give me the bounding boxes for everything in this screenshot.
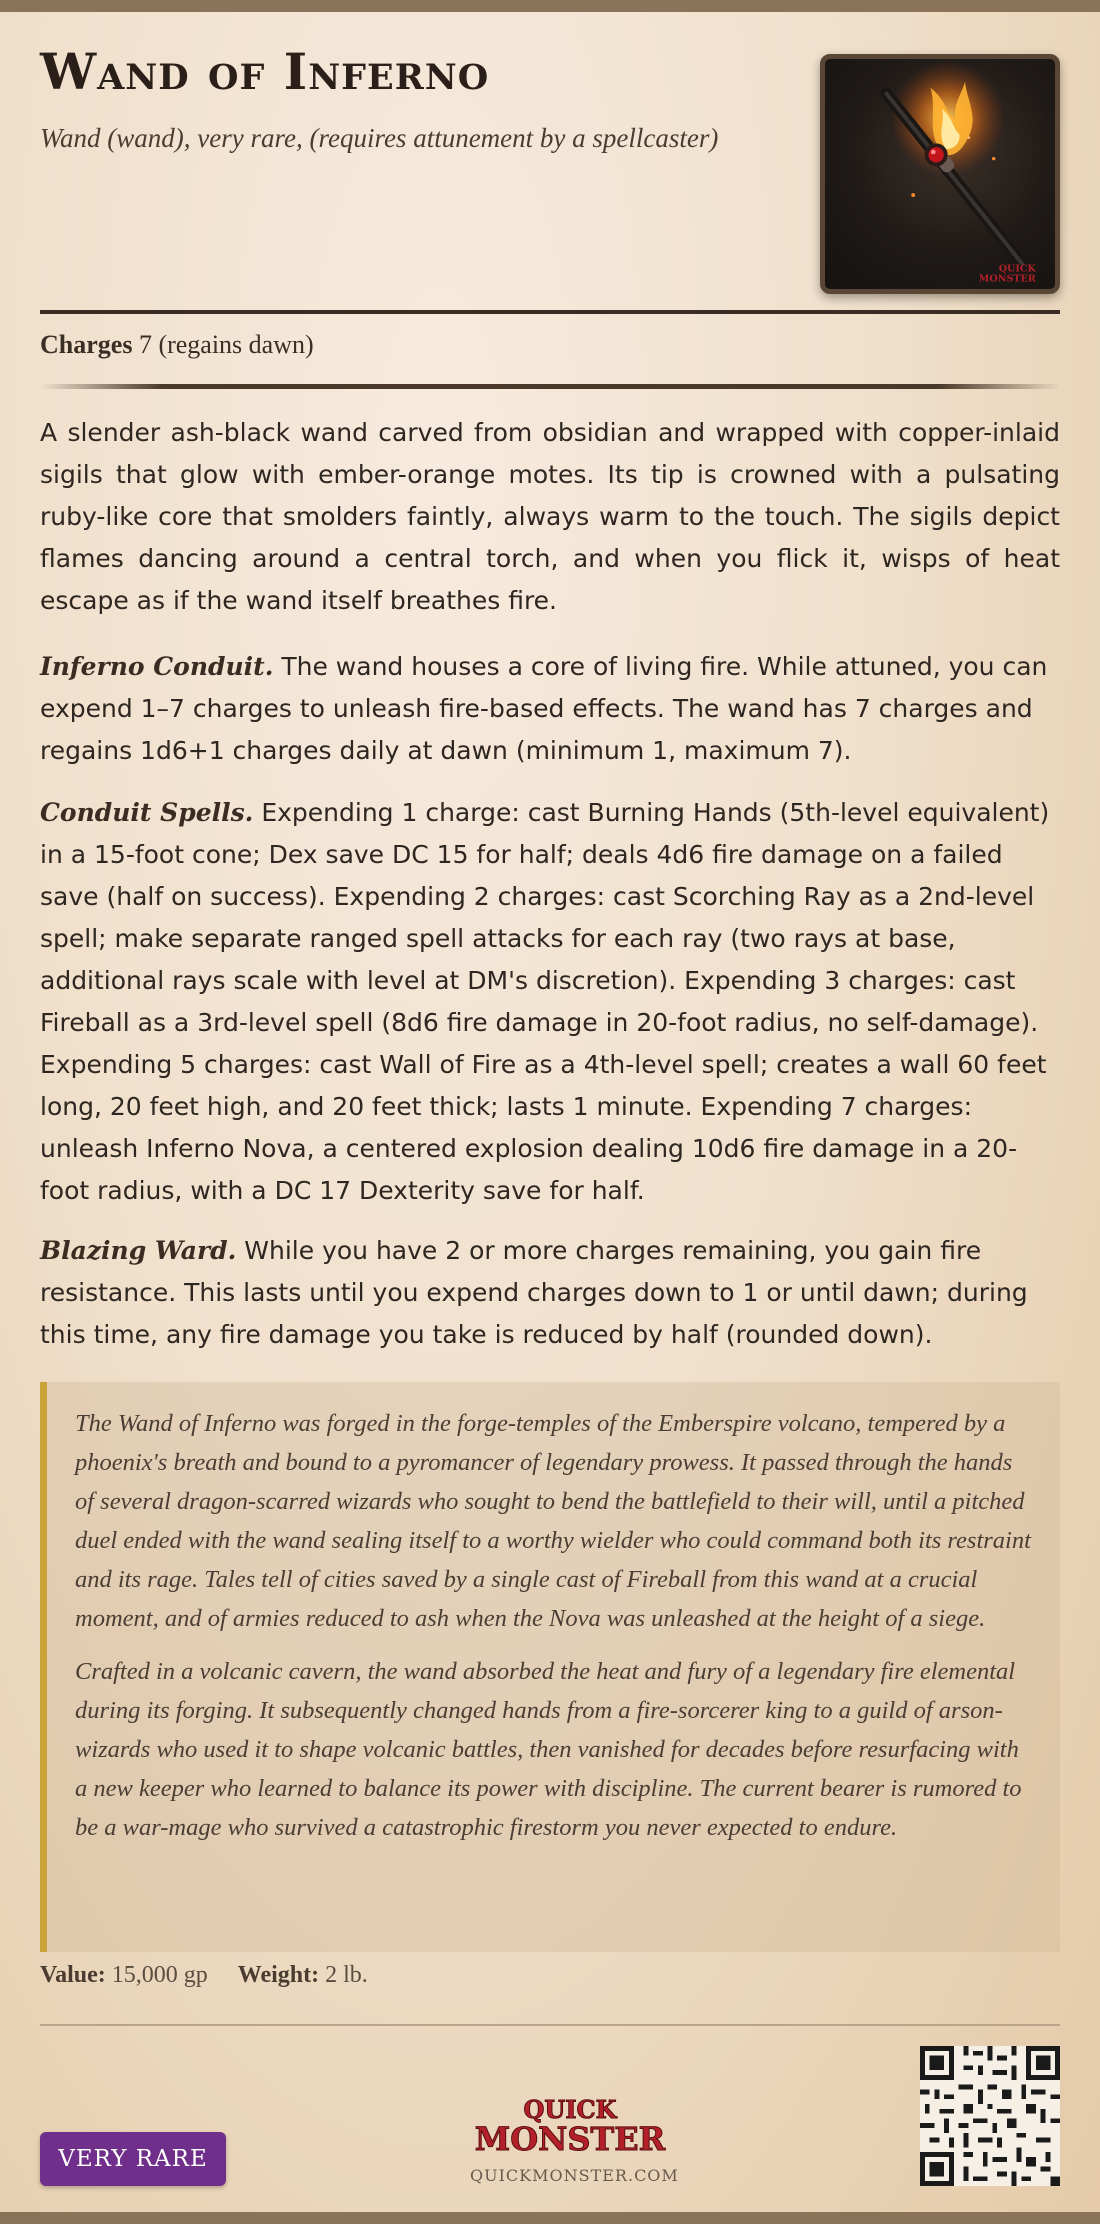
item-header xyxy=(40,42,800,154)
feature-text: While you have 2 or more charges remaining, you gain fire resistance. This lasts until you expend charges down to 1 or until dawn; during this time, any fire damage you take is reduced by half (rounded down). xyxy=(40,1236,1028,1349)
feature-name: Conduit Spells. xyxy=(40,798,254,827)
brand-url[interactable]: QUICKMONSTER.COM xyxy=(470,2166,679,2185)
feature-name: Inferno Conduit. xyxy=(40,652,274,681)
lore-paragraph: The Wand of Inferno was forged in the forge-temples of the Emberspire volcano, tempered by a phoenix's breath and bound to a pyromancer of legendary prowess. It passed through the hands of several dragon-scarred wizards who sought to bend the battlefield to their will, until a pitched duel ended with the wand sealing itself to a worthy wielder who could command both its restraint and its rage. Tales tell of cities saved by a single cast of Fireball from this wand at a crucial moment, and of armies reduced to ash when the Nova was unleashed at the height of a siege. xyxy=(75,1410,1031,1632)
item-subtitle: Wand (wand), very rare, (requires attunement by a spellcaster) xyxy=(40,123,719,153)
feature-conduit-spells xyxy=(40,792,1060,1212)
footer-divider xyxy=(40,2024,1060,2026)
logo-bottom-word: MONSTER xyxy=(474,2120,666,2158)
art-watermark: QUICK xyxy=(998,263,1036,275)
item-title: Wand of Inferno xyxy=(40,42,490,101)
quickmonster-logo-icon xyxy=(470,2090,670,2160)
item-description: A slender ash-black wand carved from obsidian and wrapped with copper-inlaid sigils that glow with ember-orange motes. Its tip is crowned with a pulsating ruby-like core that smolders faintly, always warm to the touch. The sigils depict flames dancing around a central torch, and when you flick it, wisps of heat escape as if the wand itself breathes fire. xyxy=(40,418,1060,615)
wand-illustration xyxy=(825,59,1055,289)
item-stats xyxy=(40,1962,368,1989)
lore-paragraph: Crafted in a volcanic cavern, the wand absorbed the heat and fury of a legendary fire elemental during its forging. It subsequently changed hands from a fire-sorcerer king to a guild of arson-wizards who used it to shape volcanic battles, then vanished for decades before resurfacing with a new keeper who learned to balance its power with discipline. The current bearer is rumored to be a war-mage who survived a catastrophic firestorm you never expected to endure. xyxy=(75,1658,1022,1841)
tapered-divider xyxy=(40,384,1060,389)
charges-line xyxy=(40,330,314,360)
art-watermark-bottom: MONSTER xyxy=(978,273,1036,285)
header-divider xyxy=(40,310,1060,314)
rarity-badge: VERY RARE xyxy=(40,2132,226,2186)
feature-text: The wand houses a core of living fire. While attuned, you can expend 1–7 charges to unleash fire-based effects. The wand has 7 charges and regains 1d6+1 charges daily at dawn (minimum 1, maximum 7). xyxy=(40,652,1048,765)
item-artwork xyxy=(820,54,1060,294)
feature-inferno-conduit xyxy=(40,646,1060,772)
feature-name: Blazing Ward. xyxy=(40,1236,237,1265)
weight-amount: 2 lb. xyxy=(325,1962,368,1988)
qr-code-graphic xyxy=(920,2046,1060,2186)
feature-blazing-ward xyxy=(40,1230,1060,1356)
value-amount: 15,000 gp xyxy=(111,1962,208,1988)
charges-label: Charges xyxy=(40,330,133,359)
feature-text: Expending 1 charge: cast Burning Hands (5th-level equivalent) in a 15-foot cone; Dex save DC 15 for half; deals 4d6 fire damage on a failed save (half on success). Expending 2 charges: cast Scorching Ray as a 2nd-level spell; make separate ranged spell attacks for each ray (two rays at base, additional rays scale with level at DM's discretion). Expending 3 charges: cast Fireball as a 3rd-level spell (8d6 fire damage in 20-foot radius, no self-damage). Expending 5 charges: cast Wall of Fire as a 4th-level spell; creates a wall 60 feet long, 20 feet high, and 20 feet thick; lasts 1 minute. Expending 7 charges: unleash Inferno Nova, a centered explosion dealing 10d6 fire damage in a 20-foot radius, with a DC 17 Dexterity save for half. xyxy=(40,798,1050,1205)
logo-top-word: QUICK xyxy=(523,2095,617,2124)
charges-value: 7 (regains dawn) xyxy=(138,330,314,359)
qr-code-icon[interactable] xyxy=(920,2046,1060,2186)
value-label: Value: xyxy=(40,1962,106,1988)
weight-label: Weight: xyxy=(237,1962,320,1988)
lore-block xyxy=(40,1382,1060,1952)
brand-logo[interactable] xyxy=(470,2090,679,2210)
